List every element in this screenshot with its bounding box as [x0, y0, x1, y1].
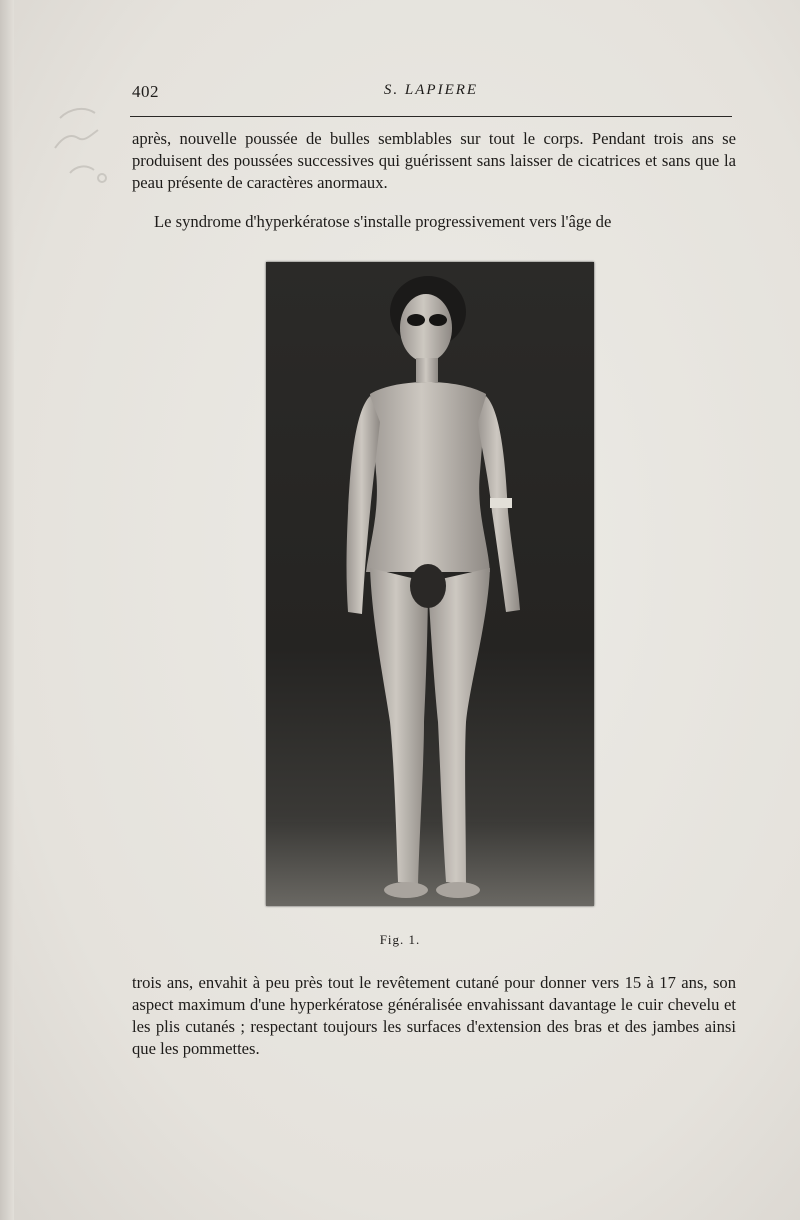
header-rule	[130, 116, 732, 117]
paragraph-1: après, nouvelle poussée de bulles semblables sur tout le corps. Pendant trois ans se produisent des poussées successives qui guérissent sans laisser de cicatrices et sans que la peau présente de caractères anormaux.	[132, 129, 736, 192]
standing-figure-illustration	[266, 262, 594, 906]
running-head: S. LAPIERE	[383, 82, 479, 98]
library-stamp-mark	[40, 78, 130, 198]
paragraph-3: trois ans, envahit à peu près tout le revêtement cutané pour donner vers 15 à 17 ans, son aspect maximum d'une hyperkératose généralisée envahissant davantage le cuir chevelu et les plis cutanés ; respectant toujours les surfaces d'extension des bras et des jambes ainsi que les pommettes.	[132, 973, 736, 1058]
page-gutter	[0, 0, 14, 1220]
figure-photograph	[266, 262, 594, 906]
page-header	[130, 82, 732, 104]
page-number: 402	[132, 82, 159, 101]
paragraph-2: Le syndrome d'hyperkératose s'installe progressivement vers l'âge de	[154, 212, 612, 231]
figure-caption: Fig. 1.	[379, 932, 421, 947]
